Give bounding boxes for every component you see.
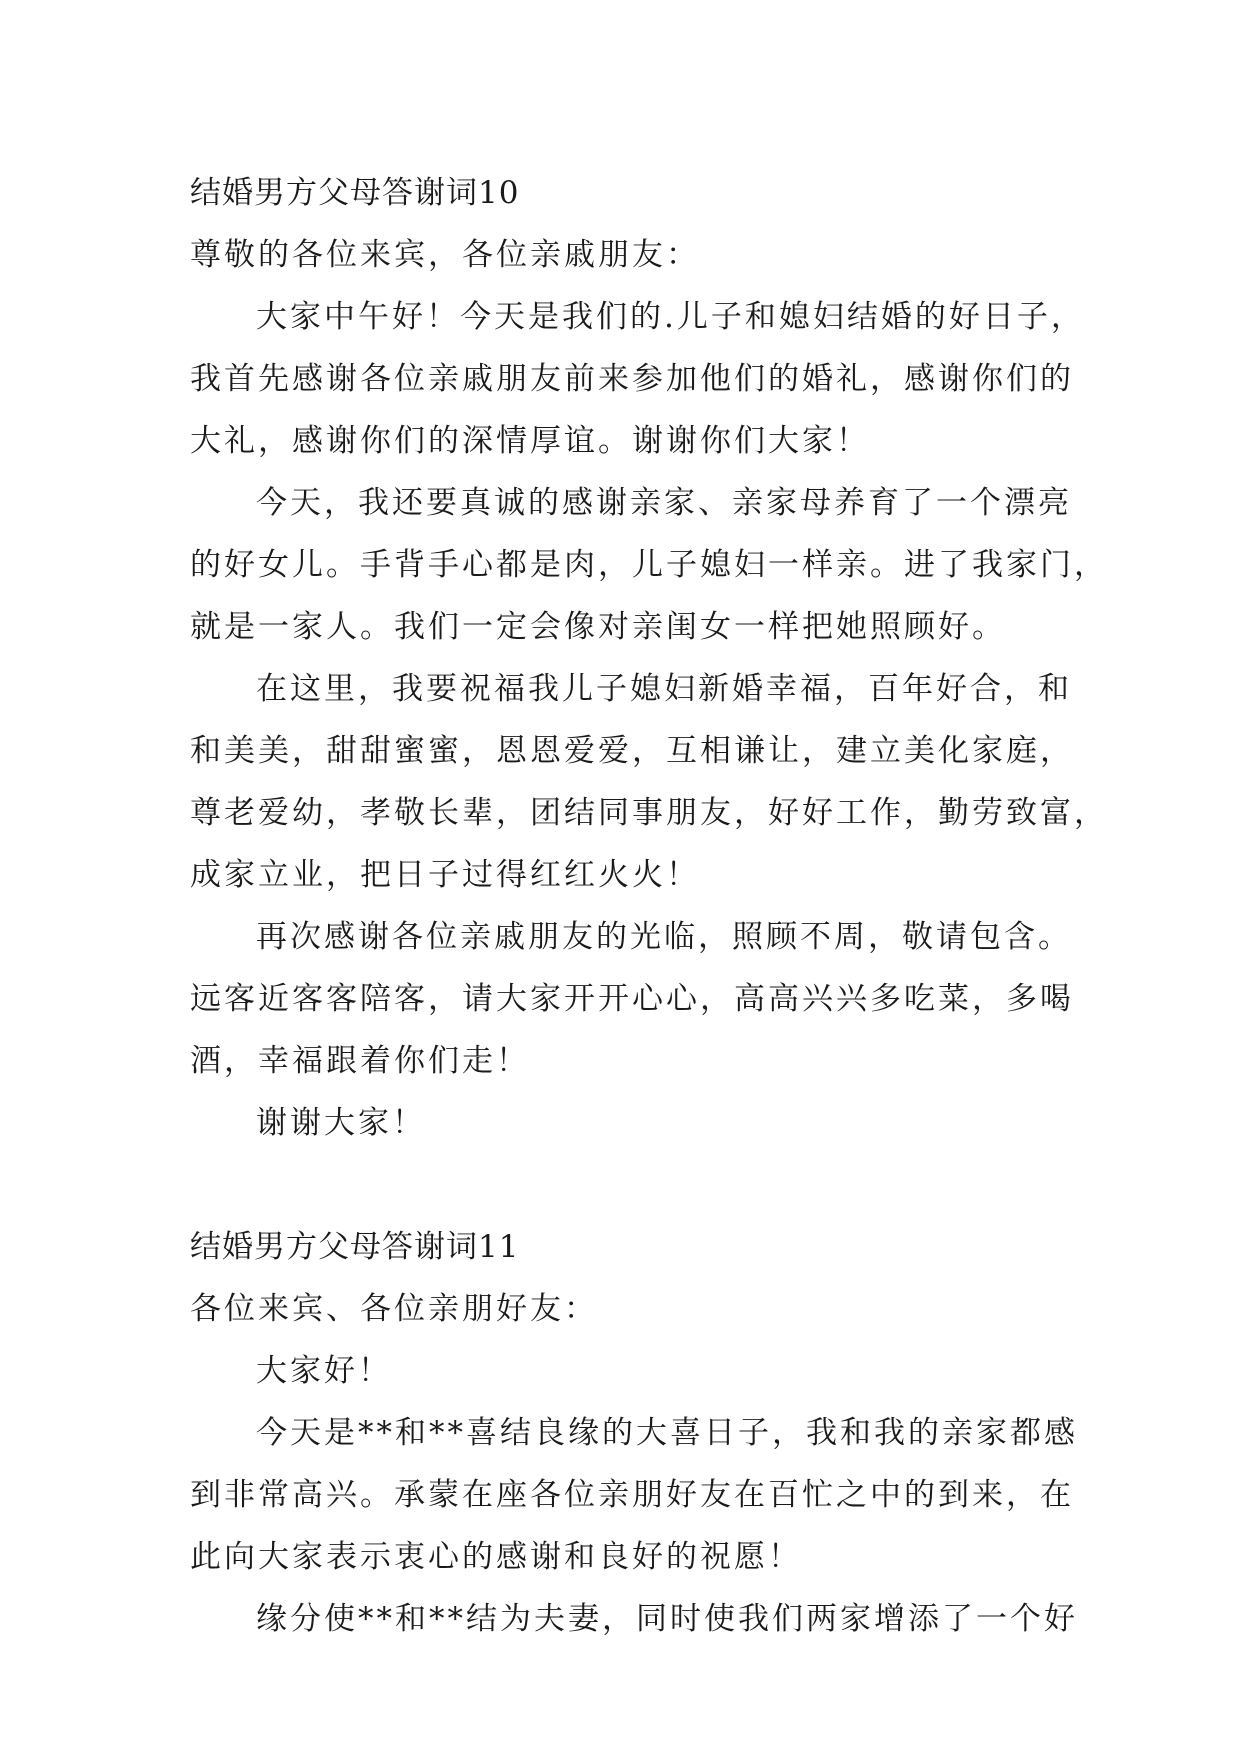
paragraph-line: 和美美，甜甜蜜蜜，恩恩爱爱，互相谦让，建立美化家庭，	[190, 733, 1074, 769]
paragraph-line: 的好女儿。手背手心都是肉，儿子媳妇一样亲。进了我家门，	[190, 547, 1108, 583]
salutation: 尊敬的各位来宾，各位亲戚朋友：	[190, 237, 700, 273]
paragraph-line: 今天，我还要真诚的感谢亲家、亲家母养育了一个漂亮	[256, 485, 1072, 521]
greeting-line: 大家好！	[256, 1353, 392, 1389]
paragraph-line: 酒，幸福跟着你们走！	[190, 1043, 530, 1079]
paragraph-line: 尊老爱幼，孝敬长辈，团结同事朋友，好好工作，勤劳致富，	[190, 795, 1108, 831]
section-spacer	[190, 1154, 1070, 1216]
document-body	[190, 162, 1108, 1650]
paragraph-line: 缘分使**和**结为夫妻，同时使我们两家增添了一个好	[256, 1601, 1078, 1637]
speech-section-10	[190, 162, 1108, 1154]
paragraph-line: 再次感谢各位亲戚朋友的光临，照顾不周，敬请包含。	[256, 919, 1072, 955]
paragraph-line: 今天是**和**喜结良缘的大喜日子，我和我的亲家都感	[256, 1415, 1078, 1451]
section-title: 结婚男方父母答谢词11	[190, 1229, 520, 1265]
paragraph-line: 远客近客客陪客，请大家开开心心，高高兴兴多吃菜，多喝	[190, 981, 1074, 1017]
section-title: 结婚男方父母答谢词10	[190, 175, 520, 211]
paragraph-line: 我首先感谢各位亲戚朋友前来参加他们的婚礼，感谢你们的	[190, 361, 1074, 397]
paragraph-line: 成家立业，把日子过得红红火火！	[190, 857, 700, 893]
speech-section-11	[190, 1216, 1078, 1650]
closing-line: 谢谢大家！	[256, 1105, 426, 1141]
paragraph-line: 在这里，我要祝福我儿子媳妇新婚幸福，百年好合，和	[256, 671, 1072, 707]
paragraph-line: 大礼，感谢你们的深情厚谊。谢谢你们大家！	[190, 423, 870, 459]
paragraph-line: 就是一家人。我们一定会像对亲闺女一样把她照顾好。	[190, 609, 1006, 645]
paragraph-line: 大家中午好！今天是我们的.儿子和媳妇结婚的好日子，	[256, 299, 1085, 335]
paragraph-line: 到非常高兴。承蒙在座各位亲朋好友在百忙之中的到来，在	[190, 1477, 1074, 1513]
paragraph-line: 此向大家表示衷心的感谢和良好的祝愿！	[190, 1539, 802, 1575]
salutation: 各位来宾、各位亲朋好友：	[190, 1291, 598, 1327]
